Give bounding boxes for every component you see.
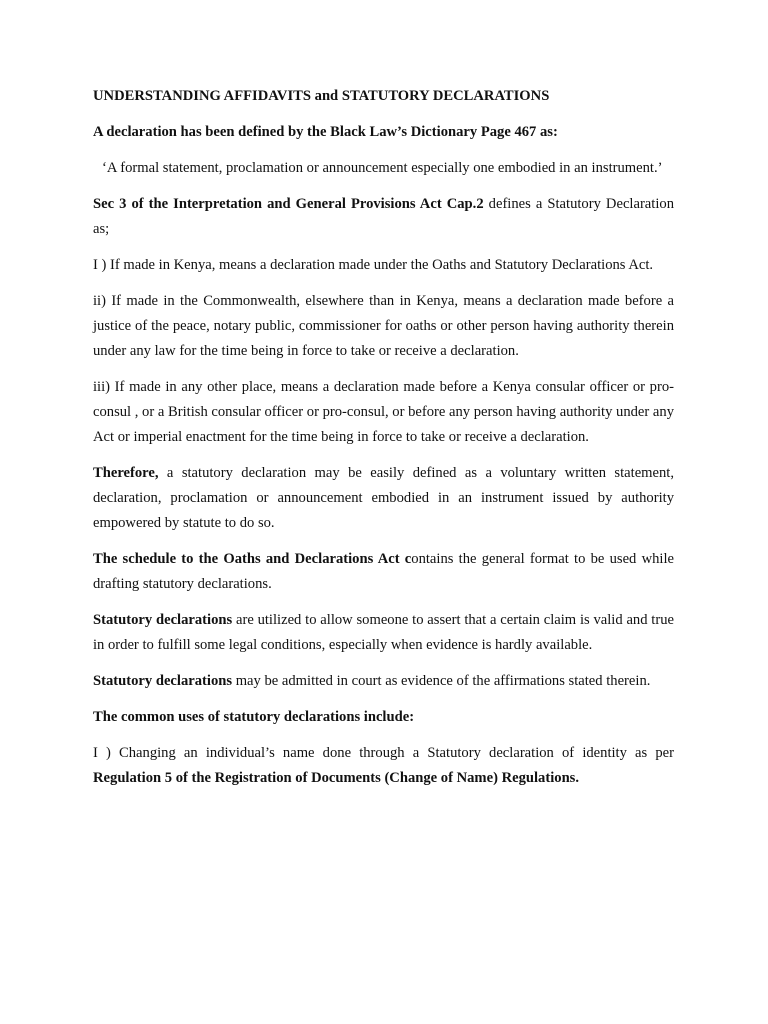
therefore-bold: Therefore, <box>93 465 159 481</box>
intro-heading: A declaration has been defined by the Black Law’s Dictionary Page 467 as: <box>93 124 558 140</box>
sec3-paragraph <box>93 192 674 242</box>
sec3-bold: Sec 3 of the Interpretation and General Provisions Act Cap.2 <box>93 196 484 212</box>
sec3-text: defines a Statutory Declaration as; <box>93 196 674 237</box>
use-1-paragraph <box>93 741 674 791</box>
use-1-bold: Regulation 5 of the Registration of Documents (Change of Name) Regulations. <box>93 770 580 786</box>
uses-heading: The common uses of statutory declarations include: <box>93 709 415 725</box>
admitted-bold: Statutory declarations <box>93 673 233 689</box>
item-iii-paragraph: iii) If made in any other place, means a declaration made before a Kenya consular officer or pro-consul , or a British consular officer or pro-consul, or before any person having authority under any Act or imperial enactment for the time being in force to take or receive a declaration. <box>93 379 674 445</box>
admitted-text: may be admitted in court as evidence of the affirmations stated therein. <box>232 673 651 689</box>
document-title: UNDERSTANDING AFFIDAVITS and STATUTORY DECLARATIONS <box>93 88 550 104</box>
schedule-paragraph <box>93 547 674 597</box>
therefore-paragraph <box>93 461 674 536</box>
therefore-text: a statutory declaration may be easily defined as a voluntary written statement, declaration, proclamation or announcement embodied in an instrument issued by authority empowered by statute to do so. <box>93 465 674 531</box>
item-i-paragraph: I ) If made in Kenya, means a declaration made under the Oaths and Statutory Declarations Act. <box>93 257 654 273</box>
schedule-text: ontains the general format to be used while drafting statutory declarations. <box>93 551 674 592</box>
utilized-text: are utilized to allow someone to assert that a certain claim is valid and true in order to fulfill some legal conditions, especially when evidence is hardly available. <box>93 612 674 653</box>
admitted-paragraph <box>93 669 674 694</box>
use-1-text: I ) Changing an individual’s name done through a Statutory declaration of identity as per <box>93 745 674 761</box>
definition-quote: ‘A formal statement, proclamation or announcement especially one embodied in an instrument.’ <box>102 160 663 176</box>
schedule-bold: The schedule to the Oaths and Declarations Act c <box>93 551 412 567</box>
item-ii-paragraph: ii) If made in the Commonwealth, elsewhere than in Kenya, means a declaration made before a justice of the peace, notary public, commissioner for oaths or other person having authority therein under any law for the time being in force to take or receive a declaration. <box>93 293 674 359</box>
utilized-bold: Statutory declarations <box>93 612 233 628</box>
document-page <box>93 84 674 802</box>
utilized-paragraph <box>93 608 674 658</box>
